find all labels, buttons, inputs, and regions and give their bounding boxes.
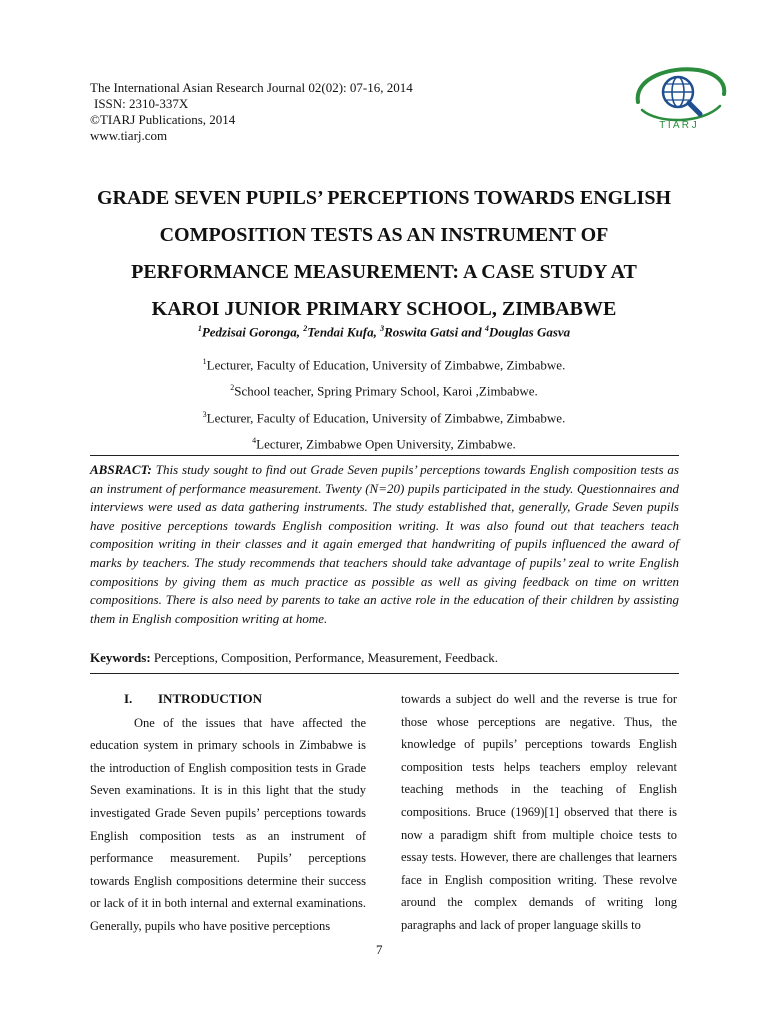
- author-name: Roswita Gatsi and: [384, 324, 485, 340]
- left-column: [90, 688, 366, 938]
- intro-paragraph-left: One of the issues that have affected the education system in primary schools in Zimbabwe is the introduction of English composition tests in Grade Seven examinations. It is in this light that the study investigated Grade Seven pupils’ perceptions towards English composition tests as an instrument of performance measurement. Pupils’ perceptions towards English compositions determine their success or lack of it in both internal and external examinations. Generally, pupils who have positive perceptions: [90, 715, 366, 933]
- abstract-top-rule: [90, 455, 679, 456]
- author-name: Pedzisai Goronga,: [201, 324, 304, 340]
- affiliation: [60, 429, 708, 455]
- section-title: INTRODUCTION: [158, 691, 263, 706]
- title-line: GRADE SEVEN PUPILS’ PERCEPTIONS TOWARDS ENGLISH: [96, 187, 671, 209]
- keywords-text: Perceptions, Composition, Performance, Measurement, Feedback.: [150, 650, 498, 665]
- author-sup: 3: [380, 324, 385, 333]
- author-sup: 4: [484, 324, 489, 333]
- logo-text: T I A R J: [659, 120, 697, 131]
- affiliation: [60, 403, 708, 429]
- affiliation-sup: 4: [252, 435, 257, 445]
- affiliation-list: [60, 350, 708, 455]
- tiarj-logo: [628, 64, 732, 132]
- affiliation-text: Lecturer, Faculty of Education, University of Zimbabwe, Zimbabwe.: [206, 409, 566, 425]
- affiliation: [60, 350, 708, 376]
- journal-citation: The International Asian Research Journal 02(02): 07-16, 2014: [90, 80, 413, 95]
- keywords: [90, 650, 679, 666]
- page-number: 7: [376, 942, 383, 957]
- section-number: I.: [124, 691, 133, 706]
- affiliation-text: Lecturer, Zimbabwe Open University, Zimbabwe.: [256, 436, 516, 452]
- paper-title: [80, 180, 688, 328]
- author-name: Tendai Kufa,: [307, 324, 381, 340]
- magnifier-icon: [689, 103, 700, 114]
- keywords-label: Keywords:: [90, 650, 151, 665]
- right-column: [401, 688, 677, 937]
- title-line: COMPOSITION TESTS AS AN INSTRUMENT OF: [159, 224, 609, 246]
- affiliation-sup: 3: [202, 409, 207, 419]
- journal-publisher: ©TIARJ Publications, 2014: [90, 112, 236, 127]
- author-name: Douglas Gasva: [488, 324, 571, 340]
- author-sup: 1: [197, 324, 202, 333]
- abstract-text: This study sought to find out Grade Seven pupils’ perceptions towards English composition tests as an instrument of performance measurement. Twenty (N=20) pupils participated in the study. Questionnaires and interviews were used as data gathering instruments. The study established that, generally, Grade Seven pupils have positive perceptions towards English composition writing. It was also found out that teachers teach composition writing in their classes and it again emerged that handwriting of pupils influenced the award of marks by teachers. The study recommends that teachers should take advantage of pupils’ zeal to write English compositions by giving them as much practice as possible as well as giving feedback on time on written compositions. There is also need by parents to take an active role in the education of their children by assisting them in English composition writing at home.: [90, 462, 679, 626]
- author-sup: 2: [303, 324, 308, 333]
- journal-issn: ISSN: 2310-337X: [94, 96, 189, 111]
- abstract-bottom-rule: [90, 673, 679, 674]
- affiliation: [60, 376, 708, 402]
- affiliation-text: Lecturer, Faculty of Education, University of Zimbabwe, Zimbabwe.: [206, 357, 566, 373]
- author-list: [60, 324, 708, 340]
- abstract-label: ABSRACT:: [90, 462, 152, 477]
- abstract: [90, 461, 679, 628]
- intro-paragraph-right: towards a subject do well and the reverse is true for those whose perceptions are negative. Thus, the knowledge of pupils’ perceptions towards English composition tests helps teachers employ relevant teaching methods in the teaching of English compositions. Bruce (1969)[1] observed that there is now a paradigm shift from multiple choice tests to essay tests. However, there are challenges that learners face in English composition writing. These revolve around the complex demands of writing long paragraphs and lack of proper language skills to: [401, 692, 677, 932]
- affiliation-sup: 2: [230, 383, 235, 393]
- affiliation-text: School teacher, Spring Primary School, Karoi ,Zimbabwe.: [234, 383, 538, 399]
- journal-website[interactable]: www.tiarj.com: [90, 128, 168, 143]
- section-heading: [124, 688, 366, 711]
- title-line: PERFORMANCE MEASUREMENT: A CASE STUDY AT: [131, 261, 637, 283]
- affiliation-sup: 1: [202, 357, 207, 366]
- journal-header: [90, 80, 413, 144]
- title-line: KAROI JUNIOR PRIMARY SCHOOL, ZIMBABWE: [151, 298, 617, 320]
